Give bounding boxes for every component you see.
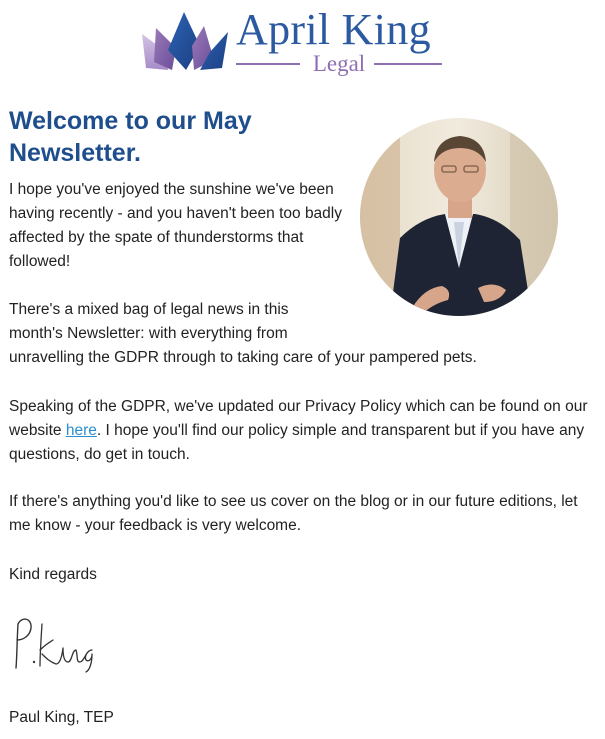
header <box>0 0 605 90</box>
author-photo-image <box>360 118 558 316</box>
author-photo <box>360 118 558 316</box>
brand-sub-text: Legal <box>312 51 366 76</box>
gdpr-text-before: Speaking of the GDPR, we've updated our Privacy Policy which can be found on our website <box>9 398 588 439</box>
brand-divider-right <box>374 63 442 65</box>
feedback-paragraph: If there's anything you'd like to see us cover on the blog or in our future editions, let me know - your feedback is very welcome. <box>9 493 578 534</box>
signature-icon <box>10 610 100 674</box>
news-line-1: There's a mixed bag of legal news in this <box>9 301 289 318</box>
privacy-policy-link[interactable]: here <box>65 422 97 439</box>
closing-text: Kind regards <box>9 566 97 583</box>
news-paragraph <box>9 298 519 370</box>
signer-name: Paul King, TEP <box>9 709 114 726</box>
crown-icon <box>140 12 230 74</box>
news-line-3: unravelling the GDPR through to taking care of your pampered pets. <box>9 349 477 366</box>
brand-subtitle <box>236 52 442 76</box>
intro-paragraph: I hope you've enjoyed the sunshine we've been having recently - and you haven't been too badly affected by the spate of thunderstorms that followed! <box>9 181 342 270</box>
brand-name: April King <box>236 5 431 54</box>
gdpr-paragraph <box>9 395 599 467</box>
news-line-2: month's Newsletter: with everything from <box>9 325 288 342</box>
gdpr-text-after: . I hope you'll find our policy simple and transparent but if you have any questions, do get in touch. <box>9 422 585 463</box>
newsletter-title: Welcome to our May Newsletter. <box>9 107 252 167</box>
